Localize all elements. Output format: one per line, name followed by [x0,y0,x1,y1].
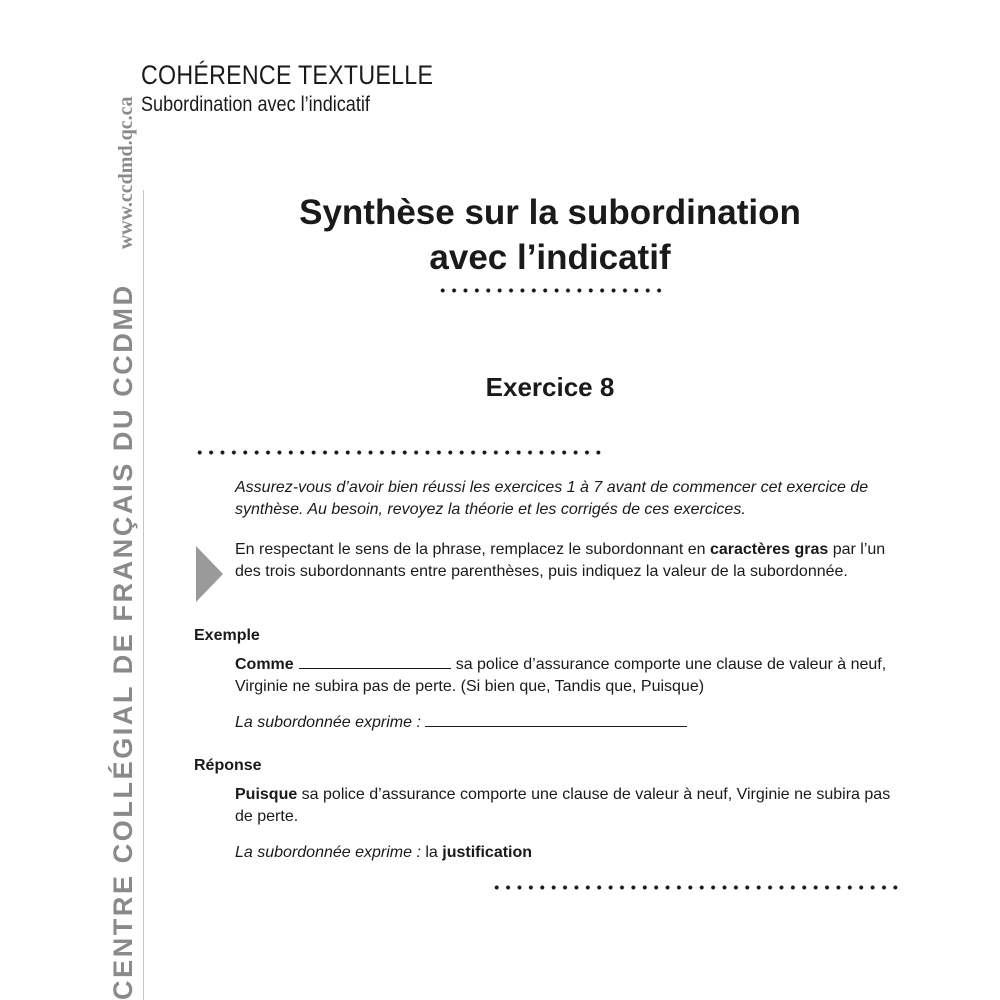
answer-sentence: Puisque sa police d’assurance comporte une clause de valeur à neuf, Virginie ne subira pas de perte. [235,786,891,825]
example-expression: La subordonnée exprime : [235,712,903,734]
example-expression-blank [425,714,687,727]
example-label: Exemple [194,627,260,644]
side-divider [143,190,144,1000]
exercise-dotted-rule [194,450,606,455]
side-banner [108,97,139,1000]
answer-label: Réponse [194,757,262,774]
instruction-text: En respectant le sens de la phrase, remplacez le subordonnant en caractères gras par l’un des trois subordonnants entre parenthèses, puis indiquez la valeur de la subordonnée. [235,541,886,580]
example-sentence: Comme sa police d’assurance comporte une clause de valeur à neuf, Virginie ne subira pas de perte. (Si bien que, Tandis que, Puisque) [235,656,887,695]
answer-expression-value: justification [442,844,533,861]
example-subordinator-blank [299,656,451,669]
page-title-line-2: avec l’indicatif [429,238,671,277]
answer-expression: La subordonnée exprime : la justification [235,844,533,861]
instruction-bold-text: caractères gras [709,541,829,558]
page-title-line-1: Synthèse sur la subordination [299,193,801,232]
instruction-arrow-icon [196,546,223,602]
exercise-heading: Exercice 8 [485,372,615,402]
prerequisite-note: Assurez-vous d’avoir bien réussi les exercices 1 à 7 avant de commencer cet exercice de synthèse. Au besoin, revoyez la théorie et les corrigés de ces exercices. [235,479,869,518]
end-dotted-rule [491,885,903,890]
section-subtitle: Subordination avec l’indicatif [141,93,370,116]
side-banner-url: www.ccdmd.qc.ca [115,96,137,250]
section-title: COHÉRENCE TEXTUELLE [141,60,434,90]
page-title [150,190,950,280]
example-subordinator: Comme [235,656,294,673]
title-dotted-rule [437,288,665,293]
answer-subordinator: Puisque [235,786,298,803]
side-banner-label: CENTRE COLLÉGIAL DE FRANÇAIS DU CCDMD [108,283,138,1000]
